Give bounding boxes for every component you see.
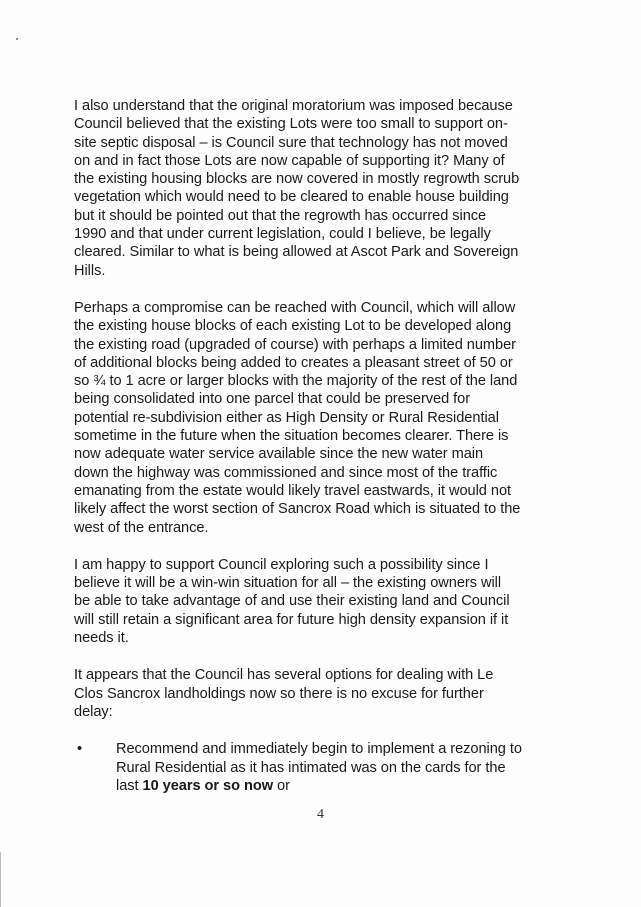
paragraph-options: It appears that the Council has several options for dealing with Le Clos Sancrox landholdings now so there is no excuse for further delay: bbox=[74, 667, 494, 720]
paragraph-moratorium: I also understand that the original moratorium was imposed because Council believed that the existing Lots were too small to support on- site septic disposal – is Council sure that technology has not moved on and in fact those Lots are now capable of supporting it? Many of the existing housing blocks are now covered in mostly regrowth scrub vegetation which would need to be cleared to enable house building but it should be pointed out that the regrowth has occurred since 1990 and that under current legislation, could I believe, be legally cleared. Similar to what is being allowed at Ascot Park and Sovereign Hills. bbox=[74, 98, 520, 279]
scan-edge-line bbox=[0, 852, 1, 907]
document-body bbox=[74, 97, 560, 795]
scan-speck bbox=[16, 38, 18, 40]
bullet-item-rezoning bbox=[74, 740, 560, 795]
page-number: 4 bbox=[317, 807, 324, 822]
bullet-text-start: Recommend and immediately begin to implement a rezoning to Rural Residential as it has intimated was on the cards for the last bbox=[116, 741, 522, 794]
paragraph-compromise: Perhaps a compromise can be reached with Council, which will allow the existing house blocks of each existing Lot to be developed along the existing road (upgraded of course) with perhaps a limited number of additional blocks being added to creates a pleasant street of 50 or so ¾ to 1 acre or larger blocks with the majority of the rest of the land being consolidated into one parcel that could be preserved for potential re-subdivision either as High Density or Rural Residential sometime in the future when the situation becomes clearer. There is now adequate water service available since the new water main down the highway was commissioned and since most of the traffic emanating from the estate would likely travel eastwards, it would not likely affect the worst section of Sancrox Road which is situated to the west of the entrance. bbox=[74, 299, 521, 536]
bullet-text-end: or bbox=[273, 777, 290, 794]
paragraph-support: I am happy to support Council exploring such a possibility since I believe it will be a win-win situation for all – the existing owners will be able to take advantage of and use their existing land and Council will still retain a significant area for future high density expansion if it needs it. bbox=[74, 556, 510, 647]
bullet-marker: • bbox=[77, 741, 83, 758]
bullet-text bbox=[116, 740, 560, 795]
bullet-text-emphasis: 10 years or so now bbox=[142, 777, 274, 794]
